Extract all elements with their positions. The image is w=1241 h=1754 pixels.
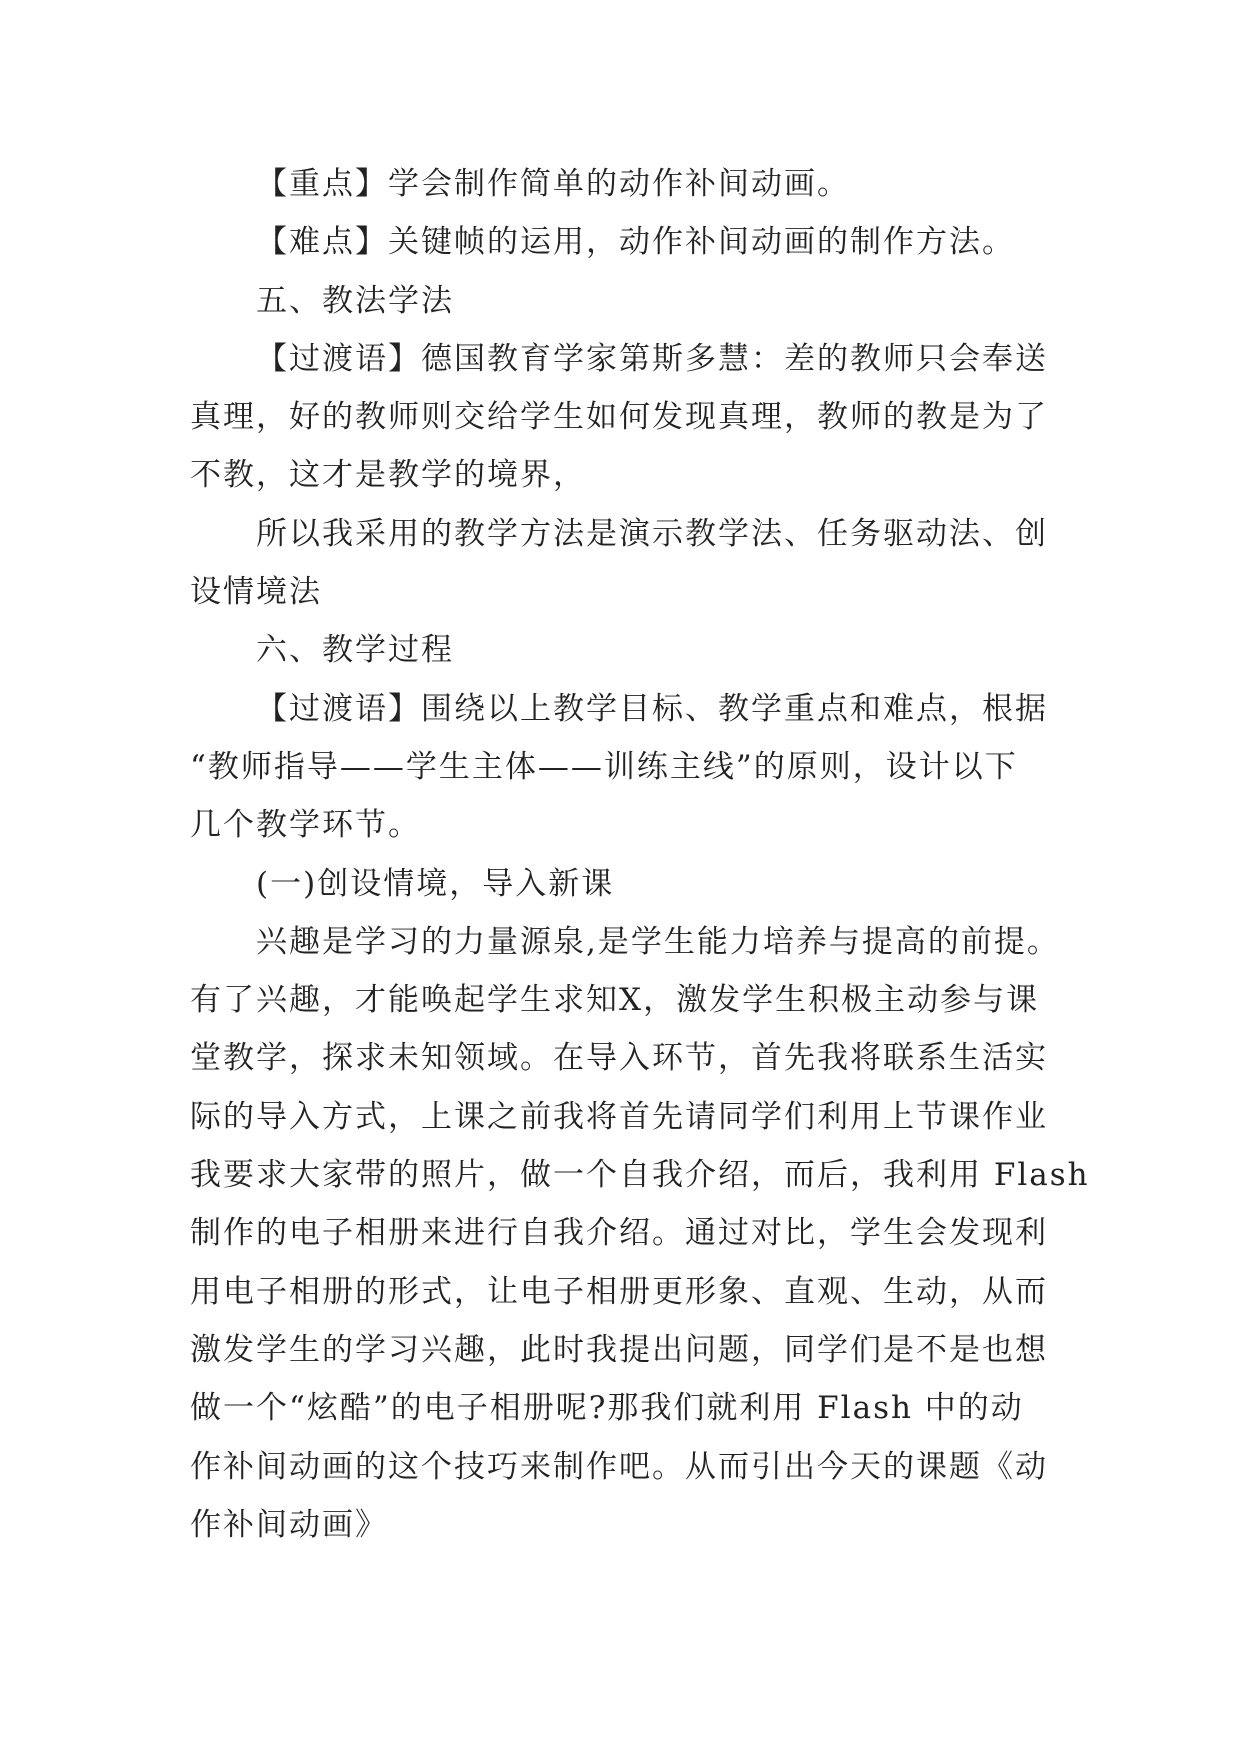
paragraph-line: 【重点】学会制作简单的动作补间动画。 (256, 166, 850, 202)
paragraph-line: “教师指导——学生主体——训练主线”的原则，设计以下 (190, 748, 1018, 785)
transition-paragraph-1 (190, 330, 1070, 505)
difficult-point-paragraph (190, 213, 1070, 271)
paragraph-line: 我要求大家带的照片，做一个自我介绍，而后，我利用 Flash (190, 1157, 1090, 1194)
paragraph-line: 做一个“炫酷”的电子相册呢?那我们就利用 Flash 中的动 (190, 1390, 1024, 1427)
paragraph-line: 兴趣是学习的力量源泉,是学生能力培养与提高的前提。 (256, 923, 1060, 960)
introduction-paragraph (190, 913, 1090, 1554)
paragraph-line: 所以我采用的教学方法是演示教学法、任务驱动法、创 (256, 515, 1048, 552)
paragraph-line: 【过渡语】围绕以上教学目标、教学重点和难点，根据 (256, 690, 1048, 727)
transition-paragraph-2 (190, 680, 1070, 855)
section-heading-teaching-process (190, 621, 1070, 679)
section-heading: 五、教法学法 (256, 282, 454, 319)
paragraph-line: 作补间动画》 (190, 1506, 388, 1543)
paragraph-line: 不教，这才是教学的境界， (190, 457, 586, 494)
paragraph-line: 有了兴趣，才能唤起学生求知X，激发学生积极主动参与课 (190, 982, 1040, 1019)
subsection-heading-text: (一)创设情境，导入新课 (256, 865, 615, 902)
paragraph-line: 设情境法 (190, 574, 322, 611)
key-point-paragraph (190, 155, 1070, 213)
paragraph-line: 真理，好的教师则交给学生如何发现真理，教师的教是为了 (190, 399, 1048, 436)
paragraph-line: 作补间动画的这个技巧来制作吧。从而引出今天的课题《动 (190, 1448, 1048, 1485)
section-heading-teaching-methods (190, 272, 1070, 330)
paragraph-line: 际的导入方式，上课之前我将首先请同学们利用上节课作业 (190, 1098, 1048, 1135)
paragraph-line: 制作的电子相册来进行自我介绍。通过对比，学生会发现利 (190, 1215, 1048, 1252)
methods-paragraph (190, 505, 1070, 622)
subsection-heading (190, 855, 1070, 913)
paragraph-line: 【难点】关键帧的运用，动作补间动画的制作方法。 (256, 224, 1015, 261)
paragraph-line: 堂教学，探求未知领域。在导入环节，首先我将联系生活实 (190, 1040, 1048, 1077)
paragraph-line: 几个教学环节。 (190, 807, 421, 844)
document-body (190, 155, 1090, 1554)
paragraph-line: 激发学生的学习兴趣，此时我提出问题，同学们是不是也想 (190, 1331, 1048, 1368)
paragraph-line: 用电子相册的形式，让电子相册更形象、直观、生动，从而 (190, 1273, 1048, 1310)
paragraph-line: 【过渡语】德国教育学家第斯多慧：差的教师只会奉送 (256, 340, 1048, 377)
section-heading: 六、教学过程 (256, 632, 454, 669)
